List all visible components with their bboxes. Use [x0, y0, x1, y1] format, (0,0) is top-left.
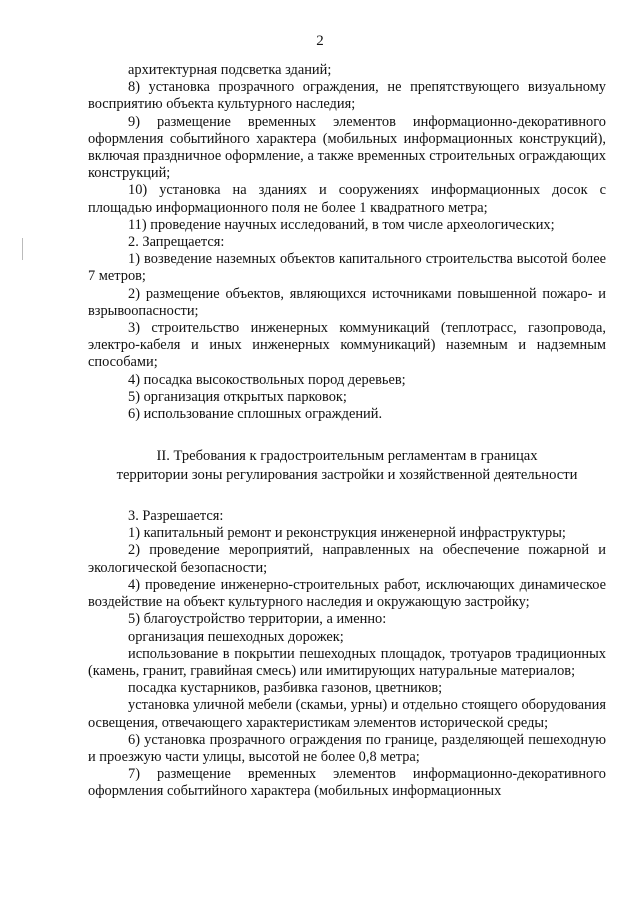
paragraph: 1) капитальный ремонт и реконструкция инженерной инфраструктуры;: [128, 525, 566, 542]
paragraph: 5) организация открытых парковок;: [128, 388, 347, 405]
paragraph: архитектурная подсветка зданий;: [128, 62, 332, 78]
paragraph: 4) посадка высокоствольных пород деревьев;: [128, 371, 406, 388]
paragraph: 6) использование сплошных ограждений.: [128, 406, 383, 423]
paragraph: 10) установка на зданиях и сооружениях информационных досок с площадью информационного поля не более 1 квадратного метра;: [88, 182, 606, 216]
paragraph: 7) размещение временных элементов информационно-декоративного оформления событийного характера (мобильных информационных: [88, 766, 606, 800]
paragraph: использование в покрытии пешеходных площадок, тротуаров традиционных (камень, гранит, гравийная смесь) или имитирующих натуральные материалов;: [88, 645, 606, 679]
paragraph: 2) проведение мероприятий, направленных на обеспечение пожарной и экологической безопасности;: [88, 542, 606, 576]
paragraph: 6) установка прозрачного ограждения по границе, разделяющей пешеходную и проезжую части улицы, высотой не более 0,8 метра;: [88, 731, 606, 765]
paragraph: 1) возведение наземных объектов капитального строительства высотой более 7 метров;: [88, 251, 606, 285]
paragraph: 4) проведение инженерно-строительных работ, исключающих динамическое воздействие на объект культурного наследия и окружающую застройку;: [88, 576, 606, 611]
section-heading-line: территории зоны регулирования застройки и хозяйственной деятельности: [116, 466, 578, 483]
paragraph: 3. Разрешается:: [128, 508, 224, 525]
paragraph: 5) благоустройство территории, а именно:: [128, 611, 387, 628]
paragraph: 9) размещение временных элементов информационно-декоративного оформления событийного характера (мобильных информационных конструкций), включая праздничное оформление, а также временных строительных ограждающих конструкций;: [88, 113, 606, 182]
page-number: 2: [316, 33, 324, 49]
paragraph: 3) строительство инженерных коммуникаций (теплотрасс, газопровода, электро-кабеля и иных инженерных коммуникаций) наземным и надземным способами;: [88, 320, 606, 371]
section-heading-line: II. Требования к градостроительным регламентам в границах: [156, 448, 538, 465]
paragraph: посадка кустарников, разбивка газонов, цветников;: [128, 680, 443, 697]
document-body: [88, 62, 606, 801]
paragraph: 2. Запрещается:: [128, 234, 225, 251]
section-heading: [88, 447, 606, 484]
paragraph: 2) размещение объектов, являющихся источниками повышенной пожаро- и взрывоопасности;: [88, 285, 606, 319]
paragraph: организация пешеходных дорожек;: [128, 628, 344, 645]
paragraph: 8) установка прозрачного ограждения, не препятствующего визуальному восприятию объекта культурного наследия;: [88, 79, 606, 113]
margin-mark: [22, 238, 23, 260]
paragraph: установка уличной мебели (скамьи, урны) и отдельно стоящего оборудования освещения, отвечающего характеристикам элементов исторической среды;: [88, 697, 606, 731]
paragraph: 11) проведение научных исследований, в том числе археологических;: [128, 216, 555, 233]
